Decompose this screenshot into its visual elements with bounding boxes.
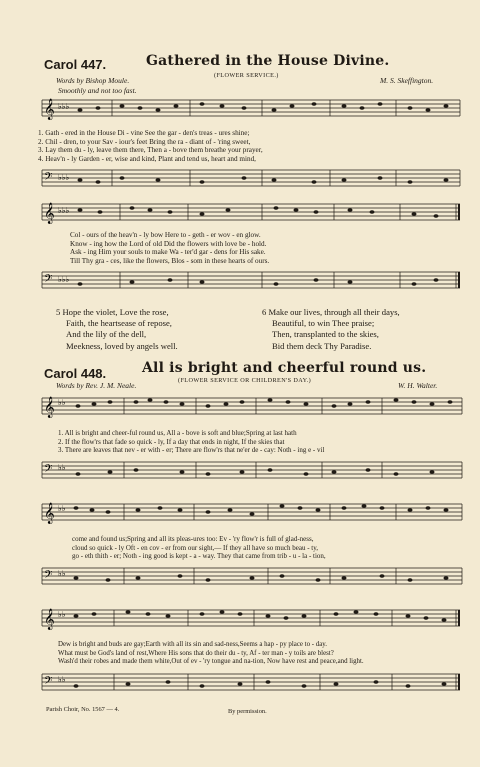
carol-447-title: Gathered in the House Divine. [146, 53, 390, 69]
verse-line: Bid them deck Thy Paradise. [272, 340, 372, 351]
svg-text:♭♭: ♭♭ [58, 463, 66, 472]
carol-448-system-2-treble-staff [0, 496, 480, 532]
svg-text:𝄢: 𝄢 [44, 568, 53, 583]
lyric-line: What must be God's land of rest,Where His sons that do their du - ty, Af - ter man - y toils are blest? [58, 649, 334, 657]
carol-447-system-1-treble-staff [0, 92, 480, 132]
svg-text:𝄞: 𝄞 [44, 99, 55, 120]
svg-text:𝄞: 𝄞 [44, 503, 55, 523]
verse-line: Then, transplanted to the skies, [272, 329, 379, 340]
carol-448-system-3-lyrics [58, 641, 364, 667]
lyric-line: 4. Heav'n - ly Garden - er, wise and kind, Plant and tend us, heart and mind, [38, 154, 256, 163]
carol-448-composer: W. H. Walter. [398, 381, 438, 390]
lyric-line: come and found us;Spring and all its pleas-ures too: Ev - 'ry flow'r is full of glad-ness, [72, 535, 314, 543]
lyric-line: 2. Chil - dren, to your Sav - iour's feet Bring the ra - diant of - 'ring sweet, [38, 137, 251, 146]
lyric-line: Know - ing how the Lord of old Did the flowers with love be - hold. [70, 239, 267, 248]
verse-line: Meekness, loved by angels well. [66, 340, 178, 351]
lyric-line: 1. All is bright and cheer-ful round us, All a - bove is soft and blue;Spring at last hath [58, 429, 297, 437]
carol-448-system-2-lyrics [72, 535, 326, 561]
carol-447-verse-5 [56, 307, 178, 352]
carol-448-system-3-treble-staff [0, 602, 480, 638]
carol-448-system-1-treble-staff [0, 390, 480, 426]
footer-permission: By permission. [228, 708, 267, 715]
svg-text:♭♭: ♭♭ [58, 569, 66, 578]
carol-447-composer: M. S. Skeffington. [380, 76, 434, 85]
carol-448-words-by: Words by Rev. J. M. Neale. [56, 381, 137, 390]
carol-447-verse-6 [262, 307, 400, 352]
svg-text:♭♭♭: ♭♭♭ [58, 275, 70, 284]
verse-line: Beautiful, to win Thee praise; [272, 318, 375, 329]
carol-447-system-2-treble-staff [0, 196, 480, 232]
svg-text:♭♭♭: ♭♭♭ [58, 206, 70, 215]
carol-448-title: All is bright and cheerful round us. [142, 360, 427, 376]
lyric-line: Col - ours of the heav'n - ly bow Here to - geth - er wov - en glow. [70, 231, 261, 239]
carol-448-number: Carol 448. [44, 366, 107, 381]
carol-447-system-2-bass-staff [0, 266, 480, 296]
lyric-line: cloud so quick - ly Oft - en cov - er from our sight,— If they all have so much beau - ty, [72, 543, 319, 552]
lyric-line: Dew is bright and buds are gay;Earth with all its sin and sad-ness,Seems a hap - py place to - day. [58, 641, 327, 648]
svg-text:♭♭: ♭♭ [58, 675, 66, 684]
svg-text:♭♭♭: ♭♭♭ [58, 102, 70, 111]
lyric-line: 3. There are leaves that nev - er with - er; There are flow'rs that ne'er de - cay: Noth - ing e - vil [58, 446, 325, 455]
verse-line: 6 Make our lives, through all their days, [262, 307, 400, 317]
lyric-line: Till Thy gra - ces, like the flowers, Blos - som in these hearts of ours. [70, 256, 270, 265]
svg-text:𝄞: 𝄞 [44, 203, 55, 223]
svg-text:𝄢: 𝄢 [44, 674, 53, 689]
carol-448-subtitle: (FLOWER SERVICE OR CHILDREN'S DAY.) [178, 377, 312, 384]
svg-text:𝄞: 𝄞 [44, 397, 55, 417]
lyric-line: Ask - ing Him your souls to make Wa - ter'd gar - dens for His sake. [70, 248, 266, 257]
footer-source: Parish Choir, No. 1567 — 4. [46, 706, 120, 713]
svg-text:♭♭: ♭♭ [58, 504, 66, 513]
carol-447-number: Carol 447. [44, 57, 107, 72]
carol-448-system-2-bass-staff [0, 562, 480, 592]
svg-text:♭♭: ♭♭ [58, 610, 66, 619]
verse-line: Faith, the heartsease of repose, [66, 318, 172, 329]
verse-line: And the lily of the dell, [66, 329, 147, 340]
carol-447-system-1-lyrics [38, 129, 263, 163]
svg-text:♭♭♭: ♭♭♭ [58, 173, 70, 182]
carol-448-system-1-lyrics [58, 429, 324, 455]
lyric-line: go - eth thith - er; Noth - ing good is kept - a - way. They that came from trib - u - la - tion, [72, 552, 326, 561]
svg-text:𝄞: 𝄞 [44, 609, 55, 629]
lyric-line: Wash'd their robes and made them white,Out of ev - 'ry tongue and na-tion, Now have rest and peace,and light. [58, 658, 364, 666]
carol-447-system-1-bass-staff [0, 164, 480, 194]
lyric-line: 3. Lay them du - ly, leave them there, Then a - bove them breathe your prayer, [38, 146, 263, 155]
carol-447-tempo: Smoothly and not too fast. [58, 86, 137, 95]
carol-448-system-1-bass-staff [0, 456, 480, 486]
verse-line: 5 Hope the violet, Love the rose, [56, 307, 169, 317]
carol-447-subtitle: (FLOWER SERVICE.) [214, 72, 279, 79]
carol-447-system-2-lyrics [70, 231, 269, 265]
lyric-line: 2. If the flow'rs that fade so quick - ly, If a day that ends in night, If the skies that [58, 437, 285, 446]
svg-text:𝄢: 𝄢 [44, 462, 53, 477]
carol-447-words-by: Words by Bishop Moule. [56, 76, 130, 85]
carol-448-system-3-bass-staff [0, 668, 480, 698]
svg-text:𝄢: 𝄢 [44, 272, 53, 287]
svg-text:𝄢: 𝄢 [44, 170, 53, 185]
svg-text:♭♭: ♭♭ [58, 398, 66, 407]
lyric-line: 1. Gath - ered in the House Di - vine See the gar - den's treas - ures shine; [38, 129, 250, 137]
